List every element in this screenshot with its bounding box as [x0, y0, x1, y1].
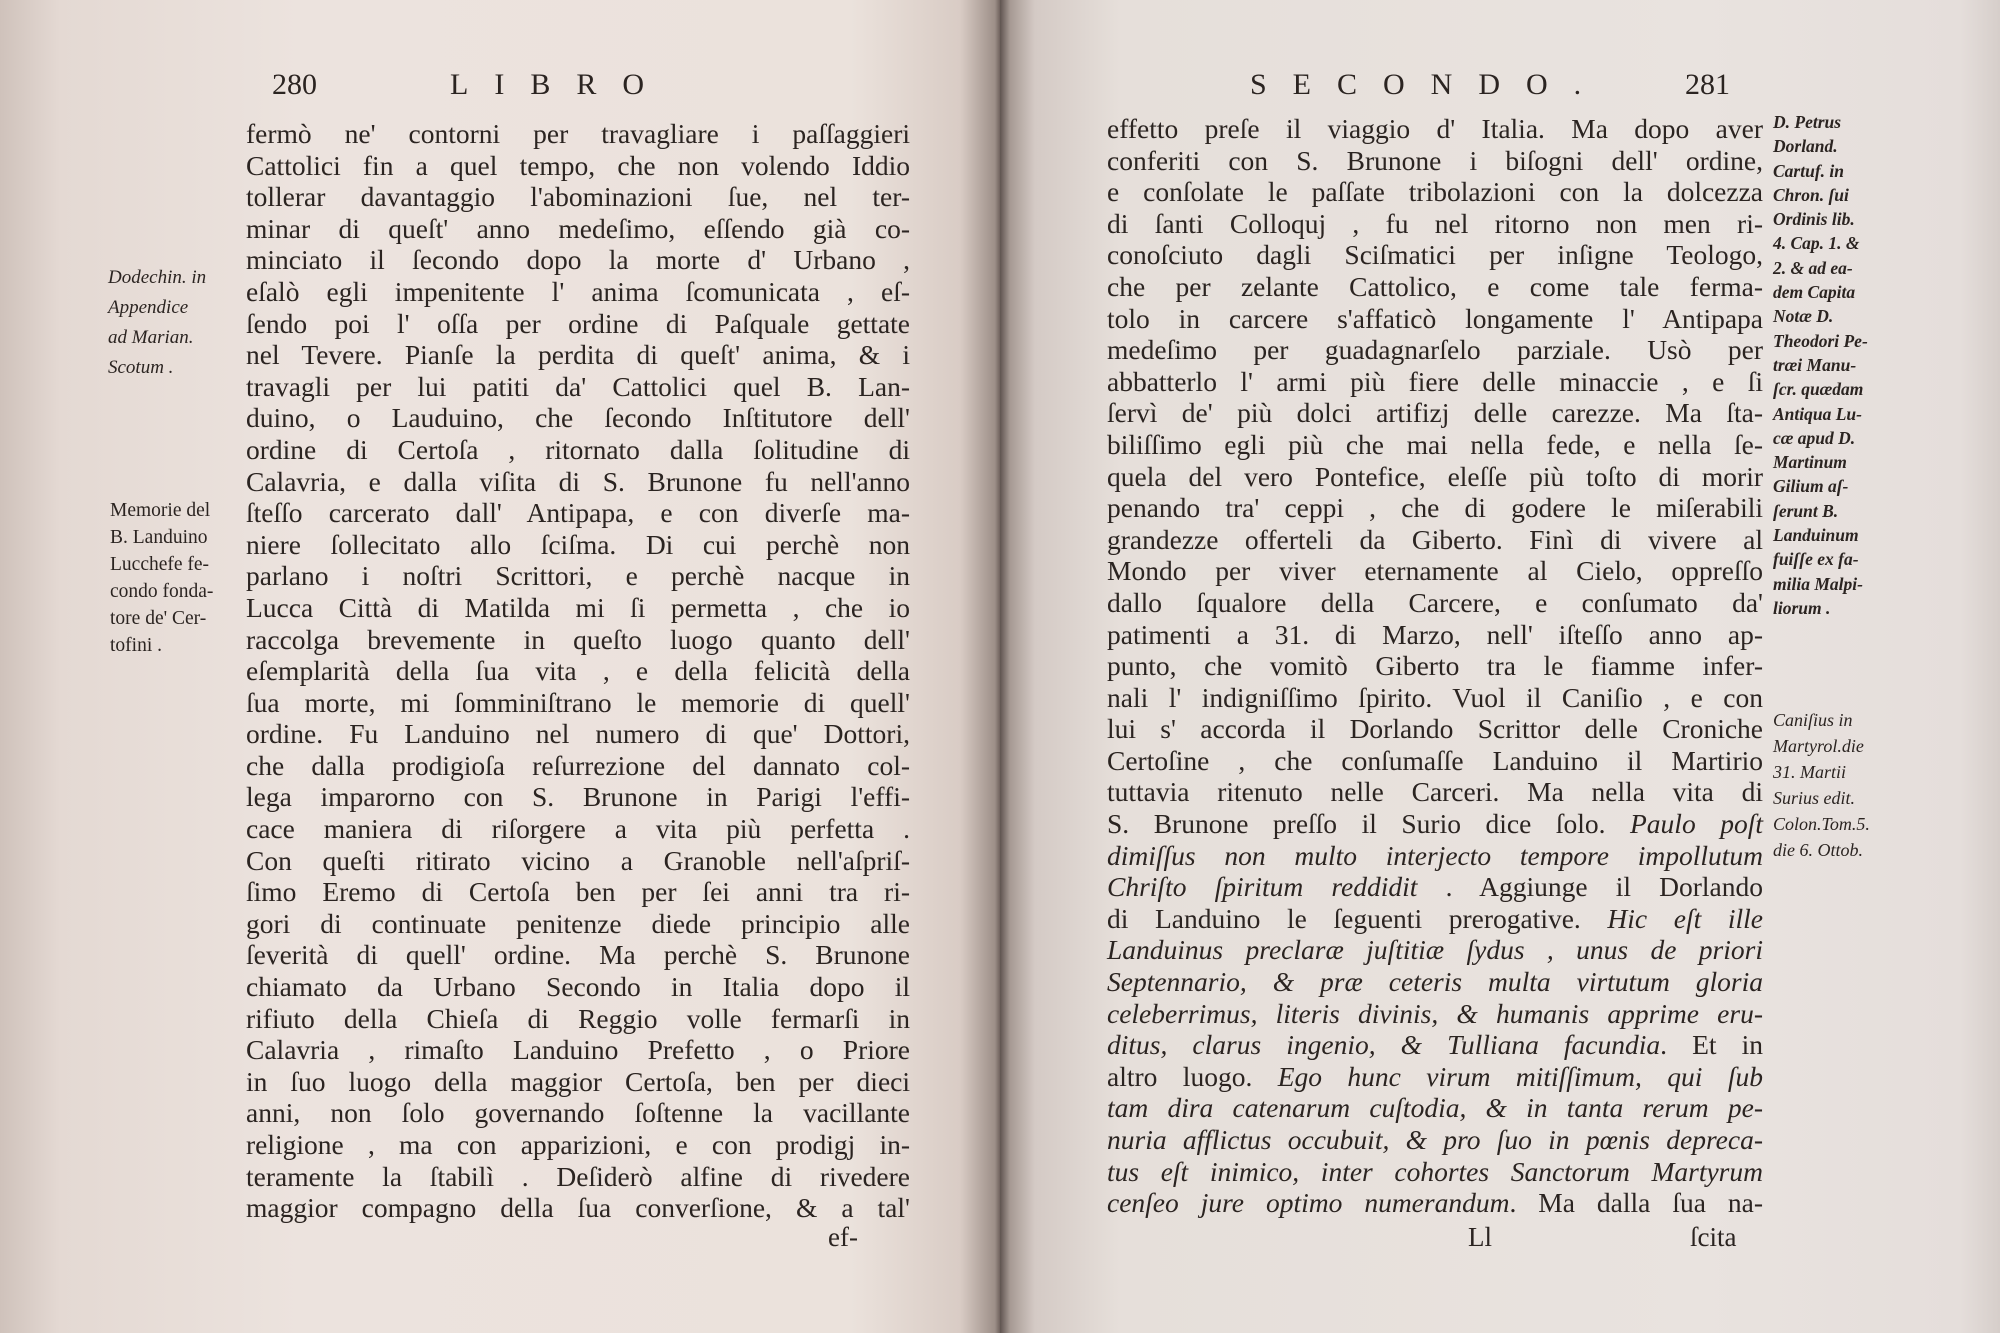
margin-note-line: Ordinis lib.	[1773, 209, 1855, 230]
margin-note-line: Dorland.	[1773, 136, 1838, 157]
text: . Ma dalla ſua na-	[1509, 1187, 1763, 1219]
text-line	[1107, 966, 1763, 998]
margin-note-line: Theodori Pe-	[1773, 330, 1868, 351]
text-line	[246, 1161, 910, 1193]
margin-note-line: milia Malpi-	[1773, 573, 1863, 594]
margin-note-line: Memorie del	[110, 500, 211, 521]
text: medeſimo per guadagnarſelo parziale. Usò per	[1107, 334, 1763, 366]
margin-note-line: ſcr. quædam	[1773, 379, 1864, 400]
text: dallo ſqualore della Carcere, e conſumato da'	[1107, 586, 1763, 618]
signature-mark: Ll	[1468, 1222, 1492, 1252]
text-line	[246, 908, 910, 940]
text-line	[246, 434, 910, 466]
italic-text: Septennario, & præ ceteris multa virtutum gloria	[1107, 966, 1763, 998]
text-line	[246, 655, 910, 687]
text-line	[246, 781, 910, 813]
text-line	[1107, 1029, 1763, 1061]
text: ſua morte, mi ſomminiſtrano le memorie di quell'	[246, 686, 910, 718]
text: conferiti con S. Brunone i biſogni dell' ordine,	[1107, 144, 1763, 176]
text-line	[246, 339, 910, 371]
margin-note-line: Scotum .	[108, 357, 174, 378]
text-line	[246, 624, 910, 656]
page-number: 281	[1685, 68, 1730, 101]
text-line	[246, 1003, 910, 1035]
text-line	[1107, 903, 1763, 935]
text-line	[1107, 334, 1763, 366]
text: Calavria , rimaſto Landuino Prefetto , o Priore	[246, 1034, 910, 1066]
text-line	[1107, 176, 1763, 208]
text: quela del vero Pontefice, eleſſe più toſto di morir	[1107, 460, 1763, 492]
margin-note-line: tofini .	[110, 635, 162, 656]
text: eſemplarità della ſua vita , e della felicità della	[246, 655, 910, 687]
text: . Aggiunge il Dorlando	[1417, 871, 1763, 903]
margin-note-line: 31. Martii	[1773, 762, 1847, 782]
margin-note-line: Appendice	[108, 297, 189, 318]
text-line	[1107, 840, 1763, 872]
text-line	[246, 939, 910, 971]
text-line	[1107, 1092, 1763, 1124]
text-line	[1107, 682, 1763, 714]
text: parlano i noſtri Scrittori, e perchè nacque in	[246, 560, 910, 592]
text-line	[1107, 366, 1763, 398]
text-line	[1107, 1124, 1763, 1156]
text: tollerar davantaggio l'abominazioni ſue, nel ter-	[246, 181, 910, 213]
italic-text: Paulo poſt	[1630, 808, 1763, 840]
text-line	[246, 1192, 910, 1224]
text: e conſolate le paſſate tribolazioni con la dolcezza	[1107, 176, 1763, 208]
text-line	[246, 1066, 910, 1098]
italic-text: ditus, clarus ingenio, & Tulliana facundia	[1107, 1029, 1661, 1061]
margin-note-line: D. Petrus	[1773, 112, 1842, 132]
text: ſimo Eremo di Certoſa ben per ſei anni tra ri-	[246, 876, 910, 908]
text: Certoſine , che conſumaſſe Landuino il Martirio	[1107, 744, 1763, 776]
italic-text: nuria afflictus occubuit, & pro ſuo in pœnis depreca-	[1107, 1124, 1763, 1155]
margin-note-line: cæ apud D.	[1773, 427, 1856, 448]
text-column	[246, 118, 910, 1224]
margin-note-line: fuiſſe ex fa-	[1773, 549, 1859, 570]
text: Con queſti ritirato vicino a Granoble nell'aſpriſ-	[246, 844, 910, 876]
text: religione , ma con apparizioni, e con prodigj in-	[246, 1129, 910, 1160]
text-line	[1107, 429, 1763, 461]
text: ſendo poi l' oſſa per ordine di Paſquale gettate	[246, 307, 910, 339]
text: Lucca Città di Matilda mi ſi permetta , che io	[246, 591, 910, 623]
text: di Landuino le ſeguenti prerogative.	[1107, 902, 1608, 934]
text: chiamato da Urbano Secondo in Italia dopo il	[246, 971, 910, 1003]
catchword: ef-	[828, 1222, 858, 1252]
text-line	[246, 118, 910, 150]
text-line	[246, 971, 910, 1003]
text-line	[1107, 587, 1763, 619]
text: duino, o Lauduino, che ſecondo Inſtitutore dell'	[246, 402, 910, 434]
text-line	[246, 276, 910, 308]
text-line	[1107, 1061, 1763, 1093]
margin-note-line: dem Capita	[1773, 282, 1856, 303]
text: gori di continuate penitenze diede principio alle	[246, 907, 910, 939]
italic-text: Hic eſt ille	[1607, 902, 1763, 934]
text-line	[246, 845, 910, 877]
text-line	[1107, 808, 1763, 840]
text: penando tra' ceppi , che di godere le miſerabili	[1107, 492, 1763, 524]
text: lui s' accorda il Dorlando Scrittor delle Croniche	[1107, 713, 1763, 745]
margin-note-line: Caniſius in	[1773, 710, 1853, 730]
margin-note-line: Martyrol.die	[1773, 736, 1864, 756]
margin-note	[110, 497, 213, 659]
text: che per zelante Cattolico, e come tale ferma-	[1107, 270, 1763, 302]
margin-note-line: 4. Cap. 1. &	[1773, 233, 1860, 254]
text-line	[246, 244, 910, 276]
text: Mondo per viver eternamente al Cielo, oppreſſo	[1107, 555, 1763, 587]
text: grandezze offerteli da Giberto. Finì di vivere al	[1107, 523, 1763, 555]
text: teramente la ſtabilì . Deſiderò alfine di rivedere	[246, 1160, 910, 1192]
text: rifiuto della Chieſa di Reggio volle fermarſi in	[246, 1002, 910, 1034]
text: minciato il ſecondo dopo la morte d' Urbano ,	[246, 244, 910, 276]
text: Calavria, e dalla viſita di S. Brunone fu nell'anno	[246, 465, 910, 497]
margin-note-line: Dodechin. in	[108, 267, 207, 288]
text-line	[1107, 776, 1763, 808]
text: patimenti a 31. di Marzo, nell' iſteſſo anno ap-	[1107, 618, 1763, 650]
running-head: SECONDO.	[1250, 68, 1608, 101]
text: ſteſſo carcerato dall' Antipapa, e con diverſe ma-	[246, 497, 910, 529]
margin-note-line: Cartuf. in	[1773, 160, 1844, 181]
text: ordine. Fu Landuino nel numero di que' Dottori,	[246, 718, 910, 750]
text-line	[246, 497, 910, 529]
margin-note-line: Colon.Tom.5.	[1773, 814, 1870, 834]
text: di ſanti Colloquj , fu nel ritorno non men ri-	[1107, 207, 1763, 239]
text-line	[1107, 492, 1763, 524]
margin-note-line: Chron. ſui	[1773, 184, 1849, 205]
text-line	[1107, 145, 1763, 177]
text: cace maniera di riſorgere a vita più perfetta .	[246, 813, 910, 845]
text-line	[1107, 271, 1763, 303]
text: abbatterlo l' armi più fiere delle minaccie , e ſi	[1107, 365, 1763, 397]
text: . Et in	[1660, 1029, 1763, 1061]
right-page	[1000, 0, 2000, 1333]
text-line	[1107, 524, 1763, 556]
margin-note-line: Martinum	[1773, 452, 1847, 473]
text: Cattolici fin a quel tempo, che non volendo Iddio	[246, 149, 910, 181]
text: fermò ne' contorni per travagliare i paſſaggieri	[246, 118, 910, 149]
text-line	[1107, 1187, 1763, 1219]
text-line	[246, 213, 910, 245]
text: che dalla prodigioſa reſurrezione del dannato col-	[246, 749, 910, 781]
text: effetto preſe il viaggio d' Italia. Ma dopo aver	[1107, 113, 1763, 144]
text-line	[1107, 650, 1763, 682]
text: ſeverità di quell' ordine. Ma perchè S. Brunone	[246, 939, 910, 971]
margin-note-line: træi Manu-	[1773, 354, 1857, 375]
text-line	[246, 308, 910, 340]
text-line	[1107, 871, 1763, 903]
text: niere ſollecitato allo ſciſma. Di cui perchè non	[246, 528, 910, 560]
text-line	[246, 687, 910, 719]
text-line	[246, 750, 910, 782]
text-line	[246, 718, 910, 750]
margin-note-line: B. Landuino	[110, 527, 208, 548]
italic-text: tam dira catenarum cuſtodia, & in tanta rerum pe-	[1107, 1092, 1763, 1124]
margin-note-line: ſerunt B.	[1773, 500, 1839, 521]
text-line	[246, 402, 910, 434]
text: tolo in carcere s'affaticò longamente l' Antipapa	[1107, 302, 1763, 334]
text: nali l' indigniſſimo ſpirito. Vuol il Caniſio , e con	[1107, 681, 1763, 713]
margin-note	[1773, 707, 1870, 863]
italic-text: Landuinus preclaræ juſtitiæ ſydus , unus de priori	[1107, 934, 1763, 966]
text: raccolga brevemente in queſto luogo quanto dell'	[246, 623, 910, 655]
text-line	[1107, 713, 1763, 745]
catchword: ſcita	[1690, 1222, 1737, 1252]
text: anni, non ſolo governando ſoſtenne la vacillante	[246, 1097, 910, 1129]
text: eſalò egli impenitente l' anima ſcomunicata , eſ-	[246, 275, 910, 307]
text-line	[246, 560, 910, 592]
text-line	[1107, 1156, 1763, 1188]
margin-note	[108, 263, 206, 383]
text-line	[1107, 934, 1763, 966]
text: ſervì de' più dolci artifizj delle carezze. Ma ſta-	[1107, 397, 1763, 429]
text-column	[1107, 113, 1763, 1219]
text: biliſſimo egli più che mai nella fede, e nella ſe-	[1107, 428, 1763, 460]
text: ordine di Certoſa , ritornato dalla ſolitudine di	[246, 433, 910, 465]
text: maggior compagno della ſua converſione, & a tal'	[246, 1192, 910, 1224]
text: S. Brunone preſſo il Surio dice ſolo.	[1107, 808, 1630, 840]
italic-text: celeberrimus, literis divinis, & humanis apprime eru-	[1107, 997, 1763, 1029]
text-line	[246, 813, 910, 845]
text-line	[1107, 998, 1763, 1030]
margin-note-line: Notæ D.	[1773, 306, 1834, 327]
text-line	[1107, 397, 1763, 429]
text-line	[246, 371, 910, 403]
text-line	[246, 1034, 910, 1066]
text-line	[1107, 208, 1763, 240]
margin-note-line: tore de' Cer-	[110, 608, 207, 629]
text-line	[1107, 461, 1763, 493]
text-line	[246, 529, 910, 561]
text: lega imparorno con S. Brunone in Parigi l'effi-	[246, 781, 910, 813]
italic-text: tus eſt inimico, inter cohortes Sanctorum Martyrum	[1107, 1155, 1763, 1187]
margin-note-line: Landuinum	[1773, 525, 1859, 546]
margin-note-line: Lucchefe fe-	[110, 554, 210, 575]
margin-note-line: ad Marian.	[108, 327, 194, 348]
text-line	[1107, 239, 1763, 271]
page-number: 280	[272, 68, 317, 101]
margin-note-line: 2. & ad ea-	[1773, 257, 1853, 278]
text-line	[1107, 113, 1763, 145]
text: travagli per lui patiti da' Cattolici quel B. Lan-	[246, 370, 910, 402]
margin-note-line: die 6. Ottob.	[1773, 840, 1863, 860]
text-line	[246, 1129, 910, 1161]
margin-note-line: Gilium aſ-	[1773, 476, 1849, 497]
text: minar di queſt' anno medeſimo, eſſendo già co-	[246, 212, 910, 244]
margin-note-line: liorum .	[1773, 597, 1831, 618]
italic-text: cenſeo jure optimo numerandum	[1107, 1187, 1510, 1219]
margin-note-line: Antiqua Lu-	[1773, 403, 1862, 424]
text: in ſuo luogo della maggior Certoſa, ben per dieci	[246, 1065, 910, 1097]
italic-text: Ego hunc virum mitiſſimum, qui ſub	[1277, 1060, 1763, 1092]
text-line	[1107, 619, 1763, 651]
text: altro luogo.	[1107, 1060, 1278, 1092]
text: conoſciuto dagli Sciſmatici per inſigne Teologo,	[1107, 239, 1763, 271]
running-head: LIBRO	[450, 68, 670, 101]
text-line	[1107, 303, 1763, 335]
text-line	[246, 592, 910, 624]
text-line	[246, 1097, 910, 1129]
text-line	[1107, 745, 1763, 777]
italic-text: Chriſto ſpiritum reddidit	[1107, 871, 1418, 903]
text: punto, che vomitò Giberto tra le fiamme infer-	[1107, 650, 1763, 682]
margin-note-line: Surius edit.	[1773, 788, 1856, 808]
margin-note-line: condo fonda-	[110, 581, 214, 602]
text-line	[246, 466, 910, 498]
text-line	[246, 150, 910, 182]
text-line	[246, 181, 910, 213]
margin-note	[1773, 110, 1868, 620]
text-line	[1107, 555, 1763, 587]
text: tuttavia ritenuto nelle Carceri. Ma nella vita di	[1107, 776, 1763, 808]
italic-text: dimiſſus non multo interjecto tempore impollutum	[1107, 839, 1763, 871]
text: nel Tevere. Pianſe la perdita di queſt' anima, & i	[246, 339, 910, 371]
text-line	[246, 876, 910, 908]
